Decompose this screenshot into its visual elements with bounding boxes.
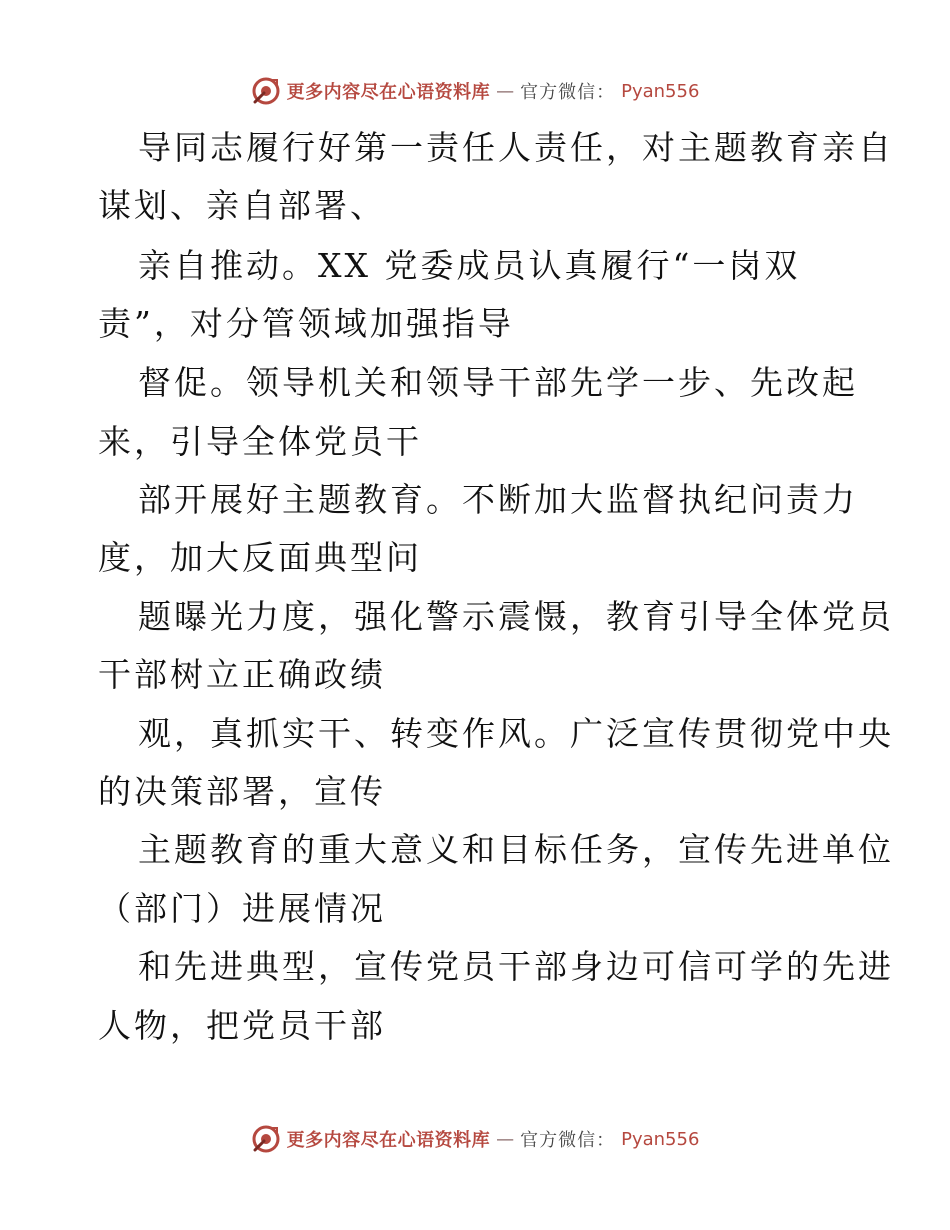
text-line: （部门）进展情况 [98, 889, 386, 928]
text-line: 亲自推动。XX 党委成员认真履行“一岗双 [138, 246, 801, 285]
pen-logo-icon [251, 76, 281, 106]
text-line: 责”，对分管领域加强指导 [98, 304, 514, 343]
watermark-main-text: 更多内容尽在心语资料库 [286, 82, 491, 103]
text-line: 和先进典型，宣传党员干部身边可信可学的先进 [138, 947, 894, 986]
header-watermark [0, 76, 950, 106]
footer-watermark [0, 1124, 950, 1154]
watermark-official-label: 官方微信： [520, 82, 616, 103]
text-line: 干部树立正确政绩 [98, 655, 386, 694]
text-line: 导同志履行好第一责任人责任，对主题教育亲自 [138, 128, 894, 167]
text-line: 督促。领导机关和领导干部先学一步、先改起 [138, 363, 858, 402]
text-line: 观，真抓实干、转变作风。广泛宣传贯彻党中央 [138, 714, 894, 753]
watermark-wechat-id: Pyan556 [621, 80, 700, 102]
text-line: 来，引导全体党员干 [98, 422, 422, 461]
text-line: 主题教育的重大意义和目标任务，宣传先进单位 [138, 830, 894, 869]
watermark-dash: — [496, 80, 515, 102]
watermark-wechat-id: Pyan556 [621, 1128, 700, 1150]
text-line: 度，加大反面典型问 [98, 538, 422, 577]
watermark-official-label: 官方微信： [520, 1130, 616, 1151]
pen-logo-icon [251, 1124, 281, 1154]
text-line: 谋划、亲自部署、 [98, 186, 386, 225]
text-line: 的决策部署，宣传 [98, 772, 386, 811]
watermark-main-text: 更多内容尽在心语资料库 [286, 1130, 491, 1151]
text-line: 部开展好主题教育。不断加大监督执纪问责力 [138, 480, 858, 519]
watermark-dash: — [496, 1128, 515, 1150]
text-line: 人物，把党员干部 [98, 1006, 386, 1045]
text-line: 题曝光力度，强化警示震慑，教育引导全体党员 [138, 597, 894, 636]
